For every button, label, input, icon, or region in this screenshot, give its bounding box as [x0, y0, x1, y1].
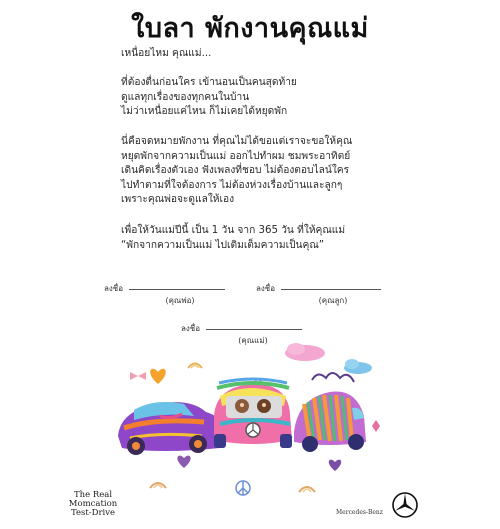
mercedes-star-icon [391, 491, 419, 519]
paragraph-1 [121, 76, 451, 120]
paragraph-3 [121, 224, 451, 253]
sign-label: ลงชื่อ [104, 284, 124, 293]
rainbow-doodle [154, 485, 162, 488]
signature-line[interactable] [281, 288, 381, 290]
campaign-line: Test-Drive [70, 508, 116, 518]
heart-doodle [329, 460, 341, 471]
crayon-cars-illustration [100, 340, 400, 500]
campaign-line: The Real [73, 490, 113, 500]
mother-caption: (คุณแม่) [238, 336, 268, 345]
sign-label: ลงชื่อ [181, 324, 201, 333]
signature-line[interactable] [129, 288, 225, 290]
cloud-doodle [287, 343, 305, 355]
paragraph-line: ที่ต้องตื่นก่อนใคร เข้านอนเป็นคนสุดท้าย [121, 77, 297, 88]
document-title: ใบลา พักงานคุณแม่ [131, 13, 369, 44]
middle-car-drawing [214, 379, 292, 448]
paragraph-line: เดินคิดเรื่องตัวเอง ฟังเพลงที่ชอบ ไม่ต้องตอบไลน์ใคร [121, 165, 350, 177]
paragraph-2 [121, 135, 451, 208]
bow-doodle [130, 372, 146, 380]
rainbow-doodle [303, 489, 311, 492]
paragraph-line: เพราะคุณพ่อจะดูแลให้เอง [121, 194, 235, 206]
sign-label: ลงชื่อ [256, 284, 276, 293]
paragraph-line: ดูแลทุกเรื่องของทุกคนในบ้าน [121, 91, 250, 103]
paragraph-line: นี่คือจดหมายพักงาน ที่คุณไม่ได้ขอแต่เราจะขอให้คุณ [121, 136, 353, 147]
right-car-drawing [294, 373, 366, 452]
paragraph-line: “พักจากความเป็นแม่ ไปเติมเต็มความเป็นคุณ” [121, 239, 325, 251]
paragraph-line: เพื่อให้วันแม่ปีนี้ เป็น 1 วัน จาก 365 วัน ที่ให้คุณแม่ [121, 225, 346, 236]
left-car-drawing [118, 402, 224, 455]
peace-sign-doodle [236, 481, 250, 495]
heart-doodle [177, 456, 190, 468]
brand-name: Mercedes-Benz [336, 509, 383, 516]
flower-doodle [372, 420, 380, 432]
greeting: เหนื่อยไหม คุณแม่... [121, 48, 212, 59]
heart-doodle [150, 369, 166, 384]
father-caption: (คุณพ่อ) [165, 296, 195, 305]
campaign-line: Momcation [68, 499, 118, 509]
paragraph-line: ไม่ว่าเหนื่อยแค่ไหน ก็ไม่เคยได้หยุดพัก [121, 106, 288, 118]
letter-body [121, 47, 451, 62]
paragraph-line: ไปทำตามที่ใจต้องการ ไม่ต้องห่วงเรื่องบ้านและลูกๆ [121, 179, 343, 191]
rainbow-doodle [191, 366, 199, 369]
signature-line[interactable] [206, 328, 302, 330]
child-caption: (คุณลูก) [318, 296, 348, 305]
campaign-wordmark [62, 491, 124, 518]
paragraph-line: หยุดพักจากความเป็นแม่ ออกไปทำผม ชมพระอาทิตย์ [121, 150, 351, 162]
cloud-doodle [345, 359, 359, 369]
